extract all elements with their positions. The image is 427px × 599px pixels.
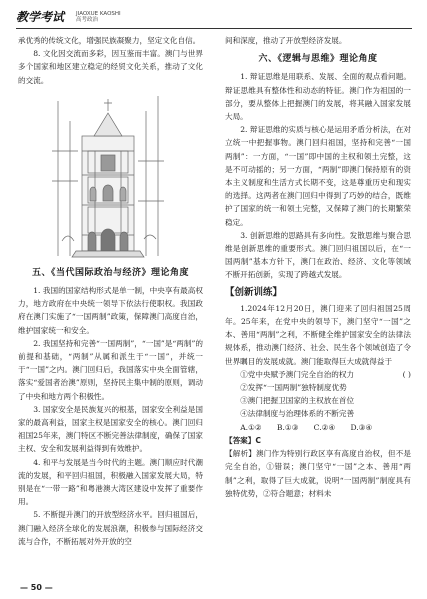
option: ①党中央赋予澳门完全自治的权力 xyxy=(240,369,355,379)
paragraph: 1. 我国的国家结构形式是单一制，中央享有最高权力，地方政府在中央统一领导下依法行使职权。我国政府在澳门实施了“一国两制”政策，保障澳门高度自治，维护国家统一和安全。 xyxy=(18,286,203,335)
paragraph: 2. 辩证思维的实质与核心是运用矛盾分析法，在对立统一中把握事物。澳门回归祖国，坚持和完善“一国两制”：一方面，“一国”即中国的主权和领土完整，这是不可动摇的；另一方面，“两制”即澳门保持原有的资本主义制度和生活方式长期不变，这是尊重历史和现实的选择。这两者在澳门回归中得到了巧妙的结合，既维护了国家的统一和领土完整，又保障了澳门的长期繁荣稳定。 xyxy=(225,125,411,227)
paragraph: 8. 文化因交流而多彩，因互鉴而丰富。澳门与世界多个国家和地区建立稳定的经贸文化关系，推动了文化的交流。 xyxy=(18,49,203,85)
paragraph: 1. 辩证思维是用联系、发展、全面的观点看问题。辩证思维具有整体性和动态的特征。澳门作为祖国的一部分，要从整体上把握澳门的发展，将其融入国家发展大局。 xyxy=(225,72,411,122)
choices: A.①② B.①③ C.②④ D.③④ xyxy=(240,422,373,432)
page-number: — 50 — xyxy=(20,583,53,592)
paragraph: 3. 国家安全是民族复兴的根基，国家安全利益是国家的最高利益，国家主权是国家安全的核心。澳门回归祖国25年来，澳门特区不断完善法律制度，确保了国家主权、安全和发展利益得到有效维护。 xyxy=(18,404,203,454)
paragraph: 5. 不断提升澳门的开放型经济水平。回归祖国后，澳门融入经济全球化的发展浪潮，积极参与国际经济交流与合作，不断拓展对外开放的空 xyxy=(18,510,203,546)
option: ②发挥“一国两制”独特制度优势 xyxy=(240,383,347,393)
option: ③澳门把握卫国家的主权放在首位 xyxy=(240,396,355,406)
question-stem: 1.2024年12月20日，澳门迎来了回归祖国25周年。25年来，在党中央的领导下，澳门坚守“一国”之本、善用“两制”之利，不断健全维护国家安全的法律法规体系，推动澳门经济、社会、民生各个领域创造了令世界瞩目的发展成就。澳门能取得巨大成就得益于 ( ) xyxy=(225,302,411,368)
ruins-of-st-paul-illustration xyxy=(48,91,168,261)
answer-blank: ( ) xyxy=(402,369,411,379)
paragraph: 3. 创新思维的思路具有多向性。发散思维与聚合思维是创新思维的重要形式。澳门回归祖国以后，在“一国两制”基本方针下，澳门在政治、经济、文化等领域不断开拓创新，实现了跨越式发展。 xyxy=(225,230,411,280)
journal-brand-sub: JIAOXUE KAOSHI 高考政治 xyxy=(76,11,121,23)
left-column xyxy=(18,34,203,548)
right-column xyxy=(225,34,411,500)
section-title: 六、《逻辑与思维》理论角度 xyxy=(258,54,378,65)
paragraph: 4. 和平与发展是当今时代的主题。澳门顺应时代潮流的发展，和平回归祖国，积极融入国家发展大局，特别是在“一带一路”和粤港澳大湾区建设中发挥了重要作用。 xyxy=(18,457,203,507)
page-header xyxy=(16,8,412,29)
paragraph: 承优秀的传统文化，增强民族凝聚力，坚定文化自信。 xyxy=(18,36,201,45)
paragraph: 间和深度，推动了开放型经济发展。 xyxy=(225,36,347,45)
answer: 【答案】C xyxy=(225,435,261,445)
option: ④法律制度与治理体系的不断完善 xyxy=(240,409,355,419)
analysis: 【解析】澳门作为特别行政区享有高度自治权，但不是完全自治，①错误；澳门坚守“一国”之本、善用“两制”之利，取得了巨大成就，说明“一国两制”制度具有独特优势，②符合题意；材料未 xyxy=(225,449,411,498)
paragraph: 2. 我国坚持和完善“一国两制”，“一国”是“两制”的前提和基础，“两制”从属和派生于“一国”，并统一于“一国”之内。澳门回归后，我国落实中央全面管辖，落实“爱国者治澳”原则，坚持民主集中制的原则，调动了中央和地方两个积极性。 xyxy=(18,338,203,401)
journal-brand: 教学考试 xyxy=(16,10,65,24)
training-title: 【创新训练】 xyxy=(225,286,283,298)
section-title: 五、《当代国际政治与经济》理论角度 xyxy=(31,267,189,278)
